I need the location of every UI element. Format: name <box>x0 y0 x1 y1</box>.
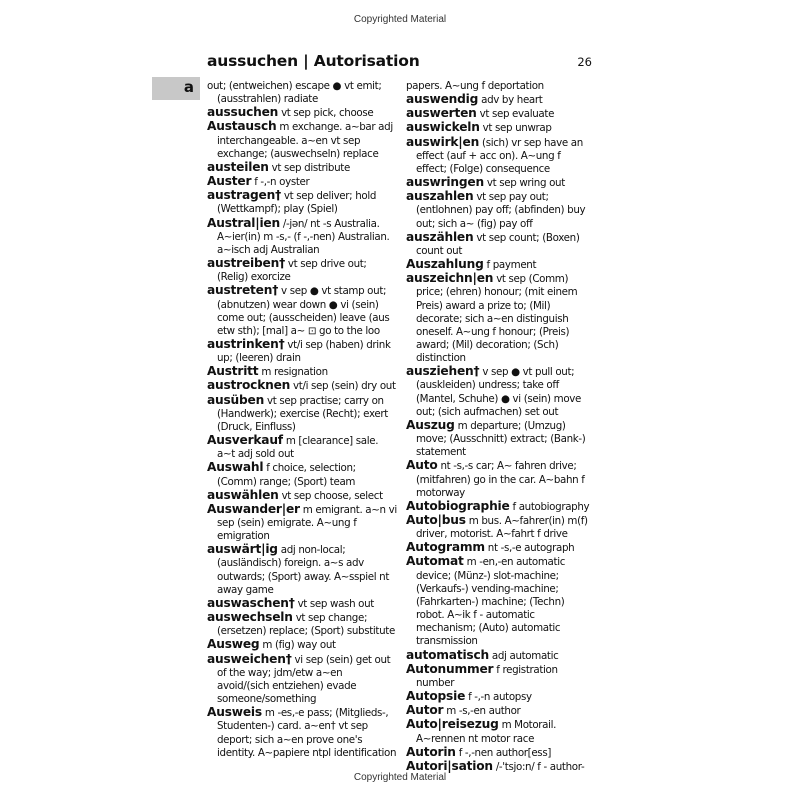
dictionary-entry: austreiben† vt sep drive out; (Relig) exorcize <box>207 256 367 284</box>
entry-headword: Austritt <box>207 364 259 379</box>
entry-headword: ausweichen† <box>207 651 292 666</box>
thumb-index-tab <box>152 77 200 100</box>
dictionary-entry: austeilen vt sep distribute <box>207 159 350 174</box>
dictionary-entry: Auto nt -s,-s car; A~ fahren drive; (mitfahren) go in the car. A~bahn f motorway <box>406 458 585 499</box>
dictionary-entry: auszahlen vt sep pay out; (entlohnen) pay off; (abfinden) buy out; sich a~ (fig) pay off <box>406 189 586 230</box>
copyright-notice-bottom: Copyrighted Material <box>353 772 447 783</box>
running-head: aussuchen | Autorisation <box>207 52 420 70</box>
dictionary-entry: auswaschen† vt sep wash out <box>207 595 374 610</box>
dictionary-entry: auswendig adv by heart <box>406 92 543 107</box>
entry-headword: austrinken† <box>207 336 285 351</box>
entry-headword: auswickeln <box>406 120 480 135</box>
entry-headword: auswechseln <box>207 610 293 625</box>
dictionary-entry: Automat m -en,-en automatic device; (Münz-) slot-machine; (Verkaufs-) vending-machine; (Fahrkarten-) machine; (Techn) robot. A~ik f - automatic mechanism; (Auto) automatic transmission <box>406 554 566 648</box>
dictionary-entry: Auster f -,-n oyster <box>207 174 310 189</box>
entry-headword: aussuchen <box>207 105 279 120</box>
entry-headword: Autonummer <box>406 661 494 676</box>
entry-headword: austragen† <box>207 188 281 203</box>
dictionary-entry: auswringen vt sep wring out <box>406 175 565 190</box>
dictionary-entry: Ausverkauf m [clearance] sale. a~t adj sold out <box>207 433 379 461</box>
entry-headword: Auto <box>406 458 438 473</box>
entry-headword: auswirk|en <box>406 134 480 149</box>
entry-headword: Autorin <box>406 744 456 759</box>
dictionary-entry: Auswander|er m emigrant. a~n vi sep (sein) emigrate. A~ung f emigration <box>207 501 397 543</box>
entry-headword: auswringen <box>406 175 484 190</box>
dictionary-entry: Austral|ien /-jən/ nt -s Australia. A~ier(in) m -s,- (f -,-nen) Australian. a~isch adj Australian <box>207 215 390 256</box>
entry-headword: auswählen <box>207 487 279 502</box>
entry-headword: ausziehen† <box>406 364 480 379</box>
dictionary-entry: papers. A~ung f deportation <box>406 80 544 92</box>
entry-headword: ausüben <box>207 392 265 407</box>
dictionary-entry: Autorin f -,-nen author[ess] <box>406 744 551 759</box>
entry-headword: Ausweg <box>207 637 260 652</box>
page-number: 26 <box>577 55 592 69</box>
entry-headword: auswendig <box>406 92 479 107</box>
dictionary-entry: ausüben vt sep practise; carry on (Handwerk); exercise (Recht); exert (Druck, Einfluss) <box>207 392 388 433</box>
dictionary-entry: austragen† vt sep deliver; hold (Wettkampf); play (Spiel) <box>207 188 377 216</box>
entry-headword: Autori|sation <box>406 758 493 773</box>
dictionary-entry: austrocknen vt/i sep (sein) dry out <box>207 378 396 393</box>
dictionary-entry: auswechseln vt sep change; (ersetzen) replace; (Sport) substitute <box>207 610 395 638</box>
dictionary-entry: Ausweg m (fig) way out <box>207 637 336 652</box>
entry-headword: Automat <box>406 554 464 569</box>
dictionary-entry: Auszug m departure; (Umzug) move; (Ausschnitt) extract; (Bank-) statement <box>406 417 586 459</box>
dictionary-entry: auswärt|ig adj non-local; (ausländisch) foreign. a~s adv outwards; (Sport) away. A~sspiel nt away game <box>207 542 390 596</box>
dictionary-entry: Autonummer f registration number <box>406 661 558 689</box>
dictionary-entry: out; (entweichen) escape ● vt emit; (ausstrahlen) radiate <box>207 80 382 106</box>
dictionary-entry: auswirk|en (sich) vr sep have an effect (auf + acc on). A~ung f effect; (Folge) consequence <box>406 134 583 175</box>
dictionary-entry: ausziehen† v sep ● vt pull out; (auskleiden) undress; take off (Mantel, Schuhe) ● vi (sein) move out; (sich aufmachen) set out <box>406 364 582 418</box>
entry-headword: auswaschen† <box>207 595 295 610</box>
entry-headword: Ausverkauf <box>207 433 283 448</box>
dictionary-entry: Autori|sation /-'tsjo:n/ f - author- <box>406 758 585 773</box>
dictionary-entry: austreten† v sep ● vt stamp out; (abnutzen) wear down ● vi (sein) come out; (ausscheiden) leave (aus etw sth); [mal] a~ ⊡ go to the loo <box>207 283 390 337</box>
entry-headword: Auszahlung <box>406 257 484 272</box>
entry-headword: Auswander|er <box>207 501 300 516</box>
entry-headword: Austausch <box>207 119 277 134</box>
dictionary-entry: Autogramm nt -s,-e autograph <box>406 540 575 555</box>
entry-headword: Auswahl <box>207 460 264 475</box>
entry-headword: Ausweis <box>207 705 262 720</box>
page-header <box>207 52 592 74</box>
entry-headword: Autopsie <box>406 689 466 704</box>
entry-headword: auszeichn|en <box>406 271 494 286</box>
dictionary-entry: Austritt m resignation <box>207 364 328 379</box>
dictionary-entry: Autobiographie f autobiography <box>406 498 590 513</box>
entry-headword: auszahlen <box>406 189 474 204</box>
dictionary-entry: auszählen vt sep count; (Boxen) count out <box>406 229 580 257</box>
entry-headword: Autogramm <box>406 540 485 555</box>
dictionary-entry: Autor m -s,-en author <box>406 703 521 718</box>
entry-headword: austeilen <box>207 159 269 174</box>
dictionary-entry: auswickeln vt sep unwrap <box>406 120 552 135</box>
dictionary-entry: auswerten vt sep evaluate <box>406 106 555 121</box>
dictionary-entry: auszeichn|en vt sep (Comm) price; (ehren) honour; (mit einem Preis) award a prize to; (Mil) decorate; sich a~en distinguish oneself. A~ung f honour; (Preis) award; (Mil) decoration; (Sch) distinction <box>406 271 578 365</box>
dictionary-entry: Austausch m exchange. a~bar adj interchangeable. a~en vt sep exchange; (auswechseln) replace <box>207 119 393 160</box>
copyright-notice-top: Copyrighted Material <box>353 14 447 25</box>
dictionary-entry: Auto|reisezug m Motorail. A~rennen nt motor race <box>406 717 557 745</box>
dictionary-column-right <box>406 80 592 774</box>
entry-headword: auswärt|ig <box>207 542 278 557</box>
entry-headword: austrocknen <box>207 378 291 393</box>
dictionary-entry: aussuchen vt sep pick, choose <box>207 105 374 120</box>
entry-headword: Austral|ien <box>207 215 280 230</box>
entry-headword: Auto|bus <box>406 513 466 527</box>
entry-headword: Autor <box>406 703 444 718</box>
dictionary-entry: Auto|bus m bus. A~fahrer(in) m(f) driver, motorist. A~fahrt f drive <box>406 513 588 541</box>
entry-headword: Auszug <box>406 417 455 432</box>
dictionary-entry: Ausweis m -es,-e pass; (Mitglieds-, Studenten-) card. a~en† vt sep deport; sich a~en prove one's identity. A~papiere ntpl identification <box>207 705 397 759</box>
entry-headword: austreiben† <box>207 256 285 271</box>
dictionary-entry: Autopsie f -,-n autopsy <box>406 689 532 704</box>
entry-headword: austreten† <box>207 283 279 298</box>
dictionary-entry: ausweichen† vi sep (sein) get out of the way; jdm/etw a~en avoid/(sich entziehen) evade someone/something <box>207 651 391 706</box>
dictionary-entry: Auszahlung f payment <box>406 257 537 272</box>
dictionary-column-left <box>207 80 397 760</box>
dictionary-entry: austrinken† vt/i sep (haben) drink up; (leeren) drain <box>207 336 391 365</box>
dictionary-entry: Auswahl f choice, selection; (Comm) range; (Sport) team <box>207 460 356 488</box>
entry-headword: auswerten <box>406 106 477 121</box>
dictionary-entry: auswählen vt sep choose, select <box>207 487 383 502</box>
entry-headword: auszählen <box>406 229 474 244</box>
entry-headword: automatisch <box>406 647 489 662</box>
entry-headword: Auster <box>207 174 252 189</box>
thumb-index-letter: a <box>183 78 194 96</box>
dictionary-entry: automatisch adj automatic <box>406 647 559 662</box>
entry-headword: Auto|reisezug <box>406 717 499 732</box>
entry-headword: Autobiographie <box>406 498 510 513</box>
